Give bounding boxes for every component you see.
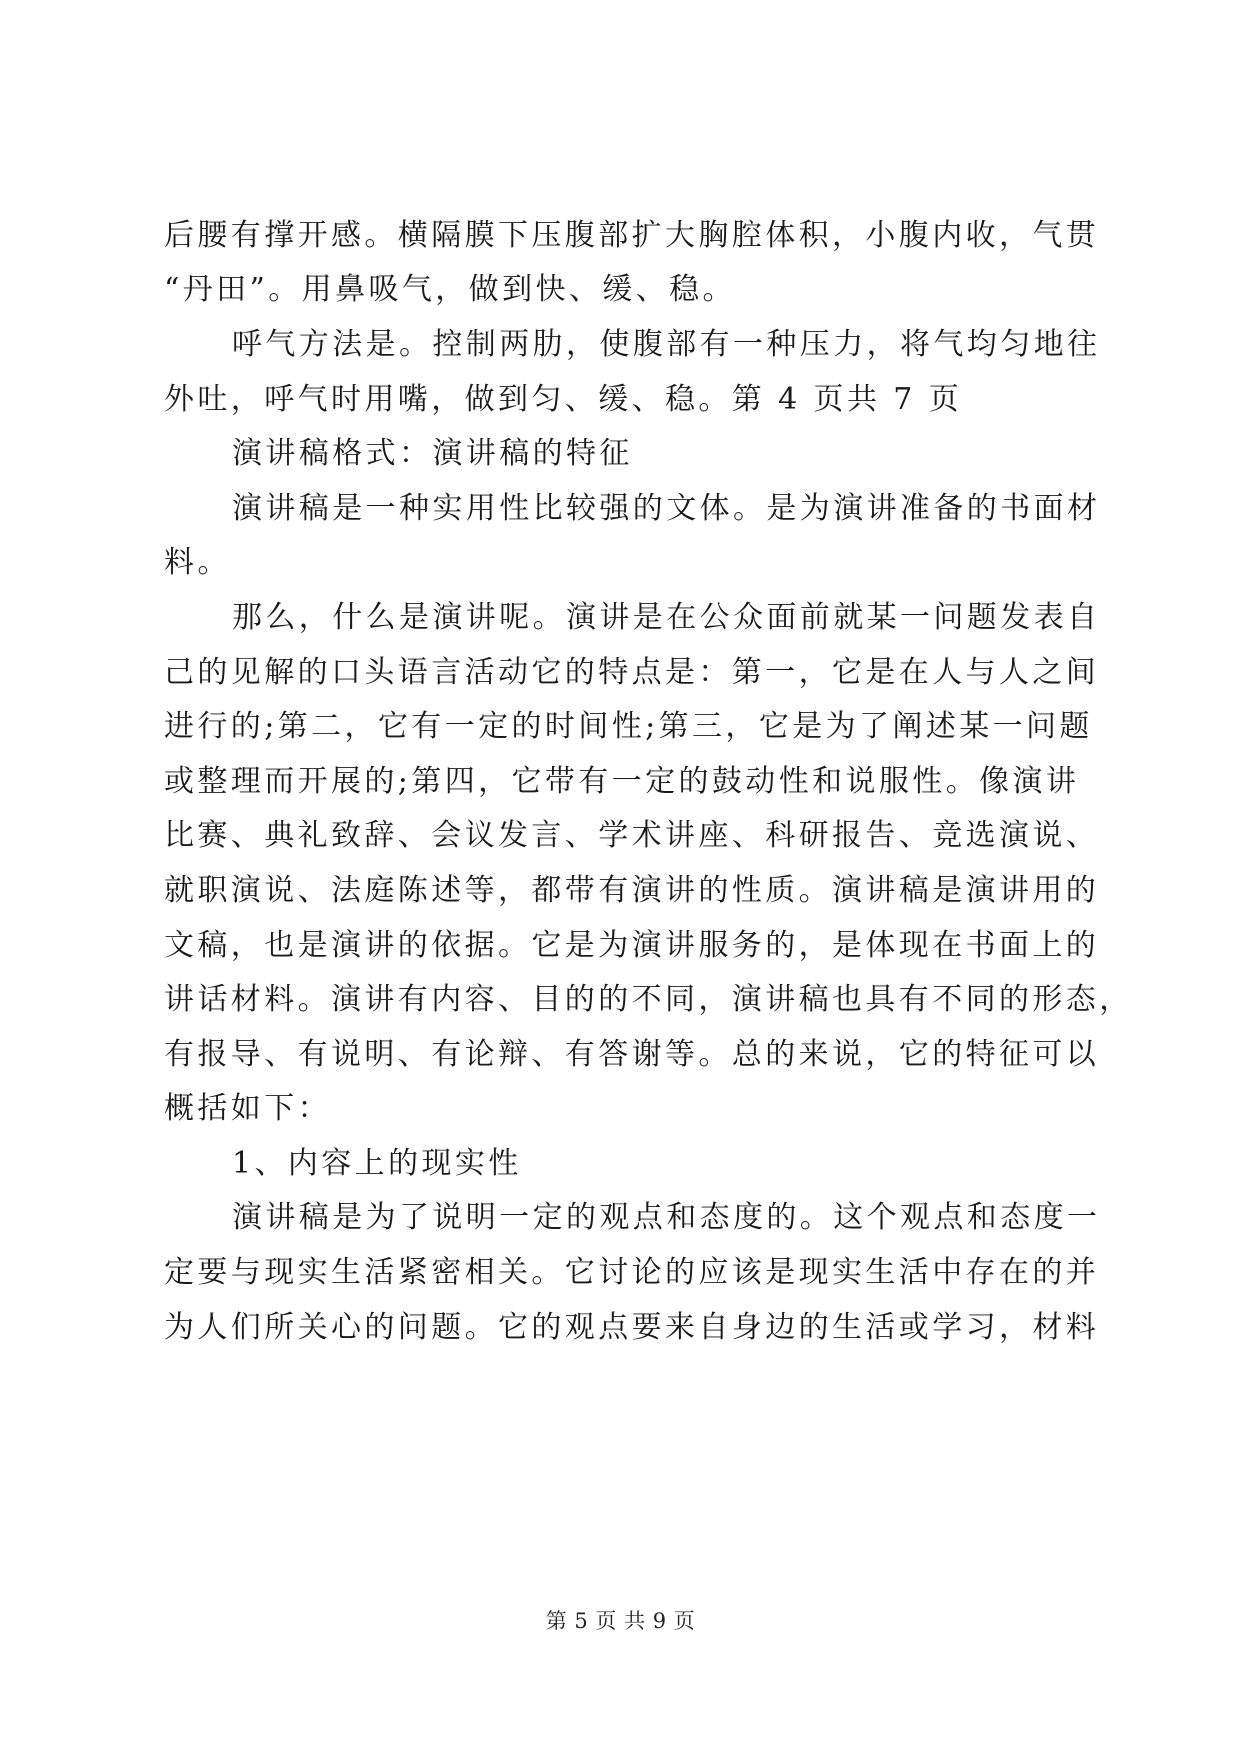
text-line: 有报导、有说明、有论辩、有答谢等。总的来说，它的特征可以	[164, 1037, 1100, 1072]
paragraph-start: 呼气方法是。控制两肋，使腹部有一种压力，将气均匀地往	[232, 327, 1101, 362]
text-line: 概括如下：	[164, 1091, 331, 1126]
text-line: 定要与现实生活紧密相关。它讨论的应该是现实生活中存在的并	[164, 1255, 1100, 1290]
text-line: “丹田”。用鼻吸气，做到快、缓、稳。	[164, 272, 736, 307]
text-line: 己的见解的口头语言活动它的特点是：第一，它是在人与人之间	[164, 655, 1100, 690]
text-line: 料。	[164, 545, 231, 580]
text-line: 或整理而开展的;第四，它带有一定的鼓动性和说服性。像演讲	[164, 764, 1080, 799]
text-line: 后腰有撑开感。横隔膜下压腹部扩大胸腔体积，小腹内收，气贯	[164, 218, 1100, 253]
text-line: 文稿，也是演讲的依据。它是为演讲服务的，是体现在书面上的	[164, 928, 1100, 963]
text-line: 讲话材料。演讲有内容、目的的不同，演讲稿也具有不同的形态，	[164, 982, 1133, 1017]
paragraph-start: 那么，什么是演讲呢。演讲是在公众面前就某一问题发表自	[232, 600, 1101, 635]
section-heading: 演讲稿格式：演讲稿的特征	[232, 436, 633, 471]
text-line: 为人们所关心的问题。它的观点要来自身边的生活或学习，材料	[164, 1310, 1100, 1345]
paragraph-start: 演讲稿是为了说明一定的观点和态度的。这个观点和态度一	[232, 1200, 1101, 1235]
text-line: 就职演说、法庭陈述等，都带有演讲的性质。演讲稿是演讲用的	[164, 873, 1100, 908]
text-line: 比赛、典礼致辞、会议发言、学术讲座、科研报告、竞选演说、	[164, 818, 1100, 853]
section-heading: 1、内容上的现实性	[232, 1146, 522, 1181]
paragraph-start: 演讲稿是一种实用性比较强的文体。是为演讲准备的书面材	[232, 491, 1101, 526]
text-line: 进行的;第二，它有一定的时间性;第三，它是为了阐述某一问题	[164, 709, 1093, 744]
text-line: 外吐，呼气时用嘴，做到匀、缓、稳。第 4 页共 7 页	[164, 382, 963, 417]
page-footer: 第 5 页 共 9 页	[545, 1609, 696, 1633]
